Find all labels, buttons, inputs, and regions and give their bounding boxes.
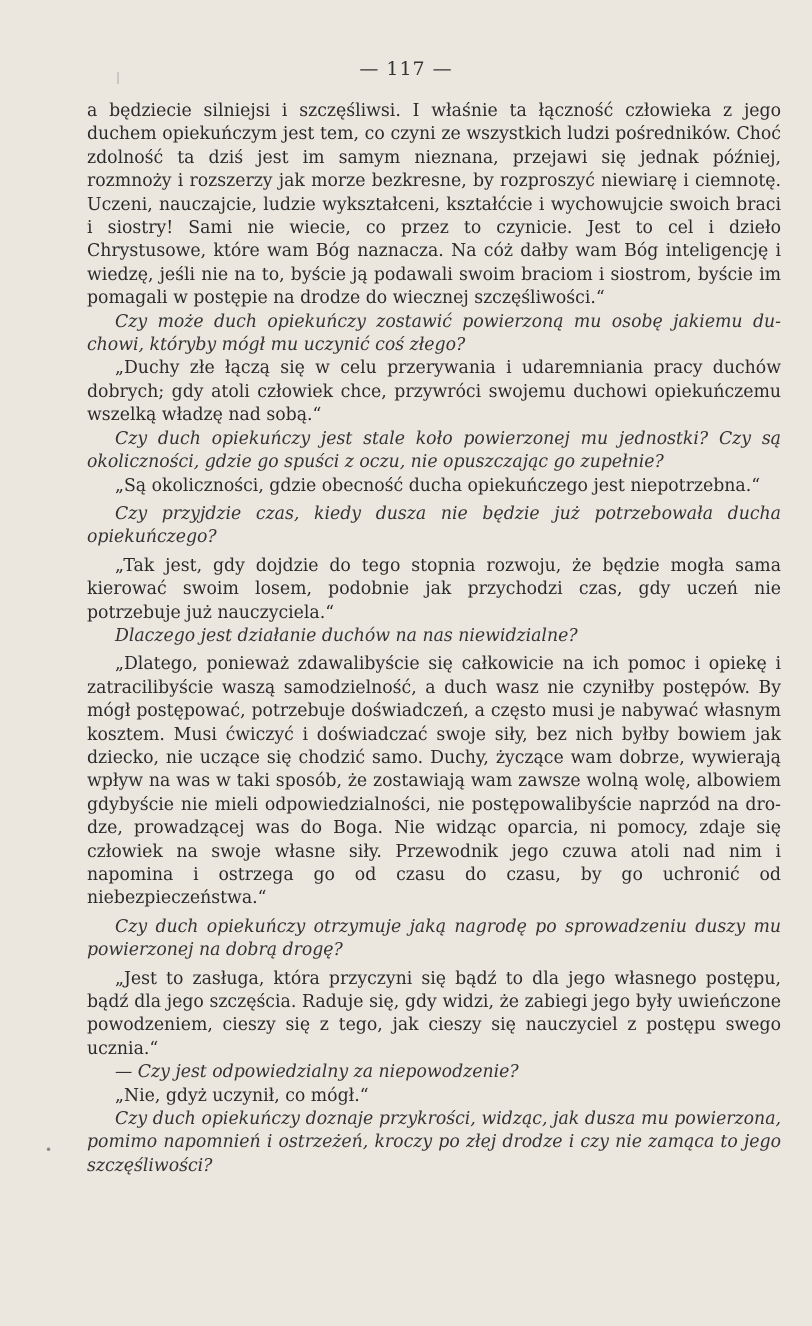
answer-6: „Nie, gdyż uczynił, co mógł.“ [115,1085,369,1106]
paragraph-intro: a będziecie silniejsi i szczęśliwsi. I właśnie ta łączność człowieka z jego duchem opiekuńczym jest tem, co czyni ze wszystkich ludzi pośredników. Choć zdolność ta dziś jest im samym nieznana, przejawi się jednak później, rozmnoży i rozszerzy jak morze bezkresne, by rozproszyć niewiarę i ciemnotę. Uczeni, nauczajcie, ludzie wykształceni, kształćcie i wychowujcie swoich braci i siostry! Sami nie wiecie, co przez to czynicie. Jest to cel i dzieło Chrystusowe, które wam Bóg naznacza. Na cóż dałby wam Bóg inteligencję i wiedzę, jeśli nie na to, byście ją podawali swoim braciom i siostrom, byście im pomagali w postępie na drodze do wiecznej szczęśliwości.“ [87,101,781,309]
question-2: Czy duch opiekuńczy jest stale koło powierzonej mu jednostki? Czy są okoliczności, gdzie go spuści z oczu, nie opuszczając go zupełnie? [87,428,781,473]
question-6: — Czy jest odpowiedzialny za niepowodzenie? [115,1062,519,1083]
answer-5: „Jest to zasługa, która przyczyni się bądź to dla jego własnego postępu, bądź dla jego szczęścia. Raduje się, gdy widzi, że zabiegi jego były uwieńczone powodzeniem, cieszy się z tego, jak cieszy się nauczyciel z postępu swego ucznia.“ [87,968,781,1059]
answer-3: „Tak jest, gdy dojdzie do tego stopnia rozwoju, że będzie mogła sama kierować swoim losem, podobnie jak przychodzi czas, gdy uczeń nie potrzebuje już nauczyciela.“ [87,555,781,623]
answer-4: „Dlatego, ponieważ zdawalibyście się całkowicie na ich pomoc i opiekę i zatracilibyście waszą samodzielność, a duch wasz nie czyniłby postępów. By mógł postępować, potrzebuje doświadczeń, a często musi je nabywać własnym kosztem. Musi ćwiczyć i doświadczać swoje siły, bez nich byłby bowiem jak dziecko, nie uczące się chodzić samo. Duchy, życzące wam dobrze, wywierają wpływ na was w taki sposób, że zostawiają wam zawsze wolną wolę, albowiem gdybyście nie mieli odpowiedzialności, nie postępowalibyście naprzód na drodze, prowadzącej was do Boga. Nie widząc oparcia, ni pomocy, zdaje się człowiek na swoje własne siły. Przewodnik jego czuwa atoli nad nim i napomina i ostrzega go od czasu do czasu, by go uchronić od niebezpieczeństwa.“ [87,654,781,909]
question-3: Czy przyjdzie czas, kiedy dusza nie będzie już potrzebowała ducha opiekuńczego? [87,503,781,548]
question-1: Czy może duch opiekuńczy zostawić powierzoną mu osobę jakiemu duchowi, któryby mógł mu uczynić coś złego? [87,311,781,356]
page-number: — 117 — [359,58,453,80]
answer-2: „Są okoliczności, gdzie obecność ducha opiekuńczego jest niepotrzebna.“ [115,475,761,496]
question-5: Czy duch opiekuńczy otrzymuje jaką nagrodę po sprowadzeniu duszy mu powierzonej na dobrą drogę? [87,916,781,961]
question-7: Czy duch opiekuńczy doznaje przykrości, widząc, jak dusza mu powierzona, pomimo napomnień i ostrzeżeń, kroczy po złej drodze i czy nie zamąca to jego szczęśliwości? [87,1109,781,1176]
margin-bullet: • [45,1143,53,1157]
answer-1: „Duchy złe łączą się w celu przerywania i udaremniania pracy duchów dobrych; gdy atoli człowiek chce, przywróci swojemu duchowi opiekuńczemu wszelką władzę nad sobą.“ [87,358,781,426]
question-4: Dlaczego jest działanie duchów na nas niewidzialne? [115,625,578,646]
page-body [87,100,781,1178]
